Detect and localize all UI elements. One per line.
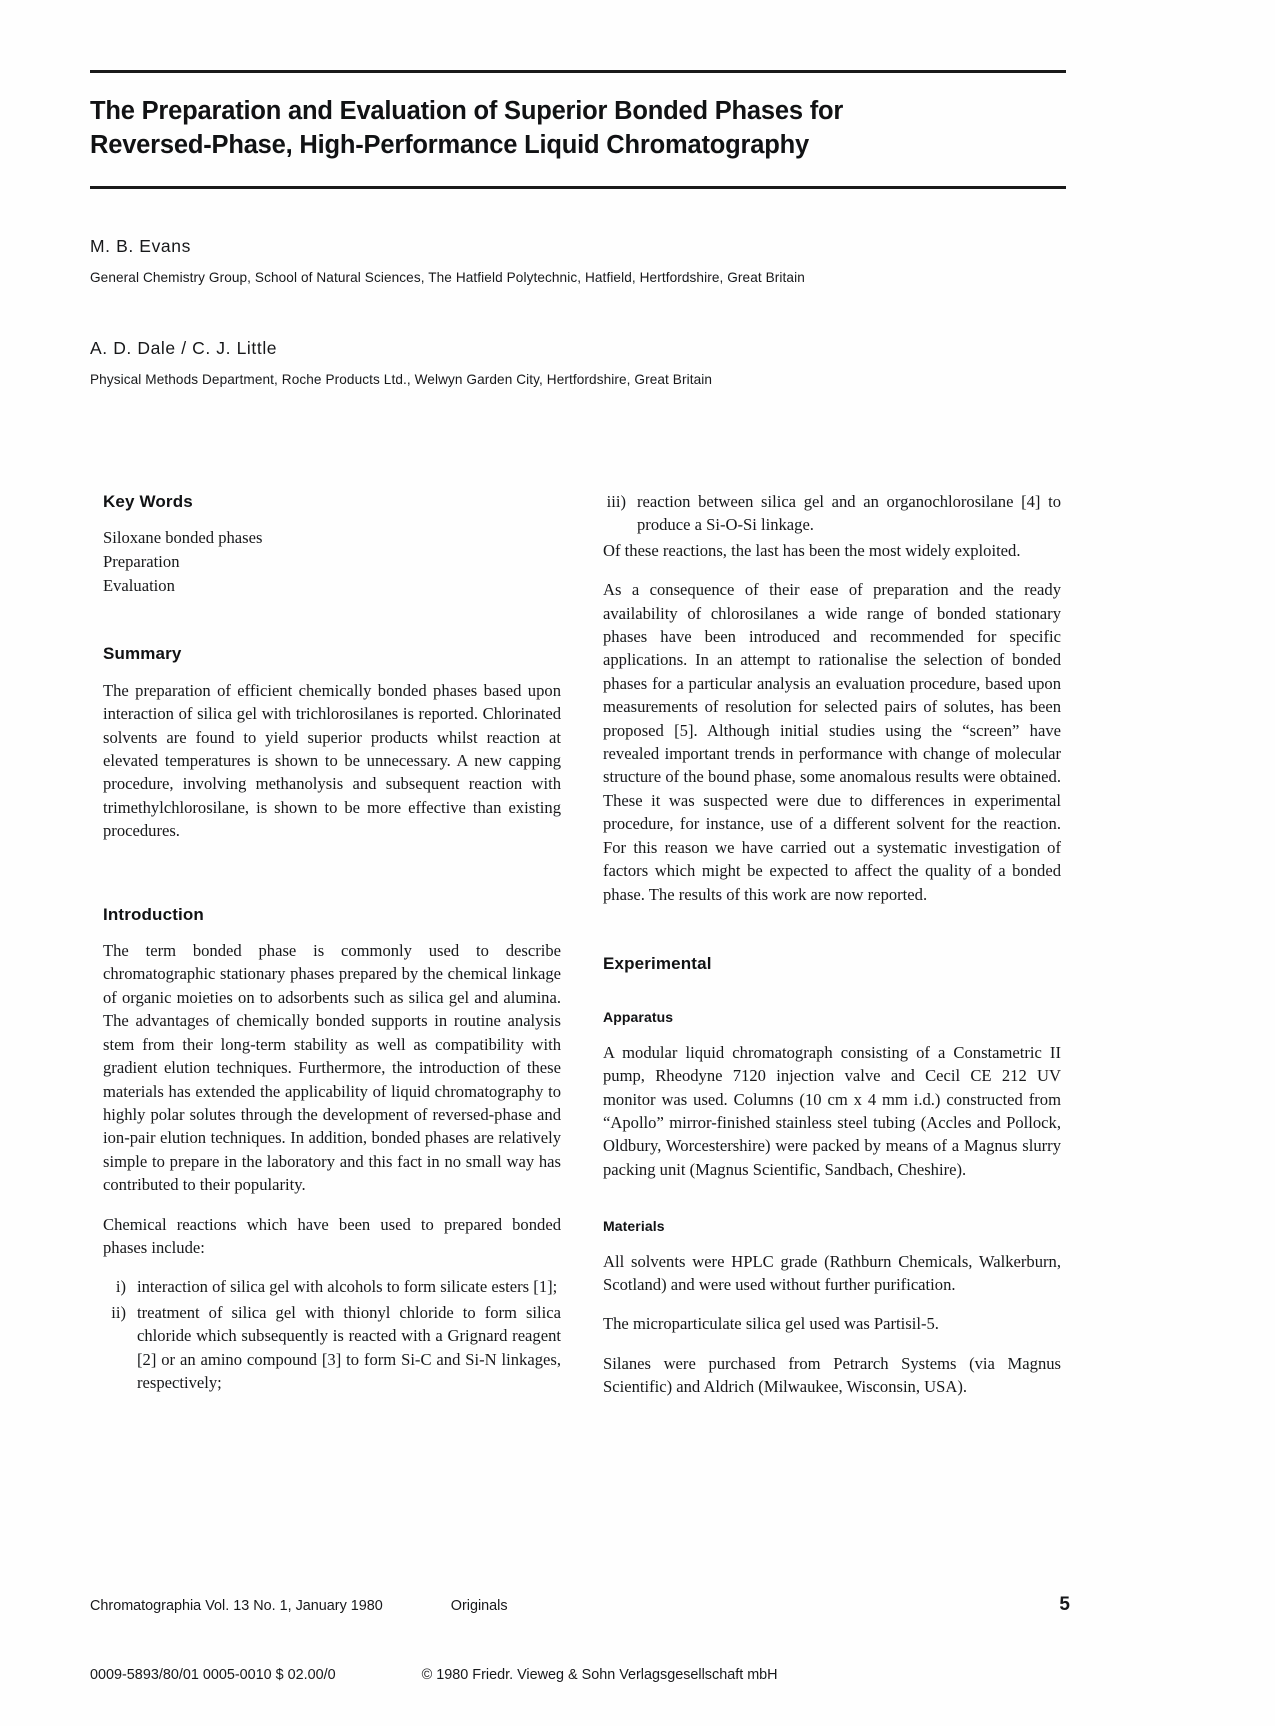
introduction-paragraph-1: The term bonded phase is commonly used to describe chromatographic stationary phases prepared by the chemical linkage of organic moieties on to adsorbents such as silica gel and alumina. The advantages of chemically bonded supports in routine analysis stem from their long-term stability as well as compatibility with gradient elution techniques. Furthermore, the introduction of these materials has extended the applicability of liquid chromatography to highly polar solutes through the development of reversed-phase and ion-pair elution techniques. In addition, bonded phases are relatively simple to prepare in the laboratory and this fact in no small way has contributed to their popularity. [103, 941, 561, 1195]
right-column [603, 490, 1061, 1399]
page-number: 5 [1059, 1594, 1070, 1615]
introduction-paragraph-2: Chemical reactions which have been used to prepared bonded phases include: [103, 1214, 561, 1257]
page-footer-secondary [90, 1667, 1070, 1683]
author-name-2: A. D. Dale / C. J. Little [90, 338, 278, 358]
keyword-item: Evaluation [103, 576, 175, 596]
spacer [103, 598, 561, 642]
spacer [603, 1197, 1061, 1215]
keyword-item: Siloxane bonded phases [103, 528, 263, 548]
author-name-1: M. B. Evans [90, 236, 191, 256]
apparatus-heading: Apparatus [603, 1009, 674, 1026]
list-item [103, 1275, 561, 1298]
reaction-list-right [603, 490, 1061, 537]
left-column [103, 490, 561, 1396]
title-line-1: The Preparation and Evaluation of Superior Bonded Phases for [90, 97, 844, 125]
footer-section-label: Originals [450, 1598, 508, 1614]
keywords-list [103, 526, 561, 598]
keywords-heading: Key Words [103, 492, 193, 511]
author-block-2 [90, 338, 1050, 387]
summary-heading: Summary [103, 644, 182, 664]
paragraph-consequence: As a consequence of their ease of preparation and the ready availability of chlorosilanes a wide range of bonded stationary phases have been introduced and recommended for specific applications. In an attempt to rationalise the selection of bonded phases for a particular analysis an evaluation procedure, based upon measurements of resolution for selected pairs of solutes, has been proposed [5]. Although initial studies using the “screen” have revealed important trends in performance with change of molecular structure of the bound phase, some anomalous results were obtained. These it was suspected were due to differences in experimental procedure, for instance, use of a different solvent for the reaction. For this reason we have carried out a systematic investigation of factors which might be expected to affect the quality of a bonded phase. The results of this work are now reported. [603, 580, 1061, 904]
header-rule-top [90, 70, 1066, 73]
reaction-list-left [103, 1275, 561, 1394]
materials-heading: Materials [603, 1218, 665, 1235]
list-item [603, 490, 1061, 537]
keyword-item: Preparation [103, 552, 180, 572]
title-line-2: Reversed-Phase, High-Performance Liquid Chromatography [90, 131, 809, 159]
materials-paragraph-3: Silanes were purchased from Petrarch Systems (via Magnus Scientific) and Aldrich (Milwaukee, Wisconsin, USA). [603, 1353, 1061, 1397]
list-item-marker: i) [115, 1277, 126, 1297]
spacer [603, 988, 1061, 1006]
list-item-text: interaction of silica gel with alcohols to form silicate esters [1]; [137, 1277, 558, 1297]
footer-journal-citation: Chromatographia Vol. 13 No. 1, January 1980 [90, 1598, 383, 1614]
page-title [90, 94, 990, 162]
materials-paragraph-2: The microparticulate silica gel used was Partisil-5. [603, 1314, 939, 1334]
summary-paragraph: The preparation of efficient chemically bonded phases based upon interaction of silica gel with trichlorosilanes is reported. Chlorinated solvents are found to yield superior products whilst reaction at elevated temperatures is shown to be unnecessary. A new capping procedure, involving methanolysis and subsequent reaction with trimethylchlorosilane, is shown to be more effective than existing procedures. [103, 680, 561, 841]
author-block-1 [90, 236, 1050, 285]
spacer [103, 859, 561, 903]
footer-issn-code: 0009-5893/80/01 0005-0010 $ 02.00/0 [90, 1667, 336, 1683]
author-affiliation-1: General Chemistry Group, School of Natural Sciences, The Hatfield Polytechnic, Hatfield, Hertfordshire, Great Britain [90, 270, 805, 285]
footer-row-primary [90, 1594, 1070, 1616]
list-item [103, 1301, 561, 1395]
footer-copyright: © 1980 Friedr. Vieweg & Sohn Verlagsgesellschaft mbH [421, 1667, 778, 1683]
header-rule-bottom [90, 186, 1066, 189]
spacer [603, 922, 1061, 952]
list-item-marker: iii) [606, 492, 626, 511]
list-item-text: treatment of silica gel with thionyl chloride to form silica chloride which subsequently is reacted with a Grignard reagent [2] or an amino compound [3] to form Si-C and Si-N linkages, respectively; [137, 1302, 561, 1392]
list-item-text: reaction between silica gel and an organochlorosilane [4] to produce a Si-O-Si linkage. [637, 492, 1061, 535]
list-item-marker: ii) [111, 1302, 126, 1322]
materials-paragraph-1: All solvents were HPLC grade (Rathburn Chemicals, Walkerburn, Scotland) and were used without further purification. [603, 1251, 1061, 1294]
apparatus-paragraph: A modular liquid chromatograph consisting of a Constametric II pump, Rheodyne 7120 injection valve and Cecil CE 212 UV monitor was used. Columns (10 cm x 4 mm i.d.) constructed from “Apollo” mirror-finished stainless steel tubing (Accles and Pollock, Oldbury, Worcestershire) were packed by means of a Magnus slurry packing unit (Magnus Scientific, Sandbach, Cheshire). [603, 1042, 1061, 1179]
author-affiliation-2: Physical Methods Department, Roche Products Ltd., Welwyn Garden City, Hertfordshire, Great Britain [90, 372, 713, 387]
introduction-heading: Introduction [103, 904, 204, 924]
paragraph-of-these-reactions: Of these reactions, the last has been the most widely exploited. [603, 540, 1021, 560]
page-footer [90, 1594, 1070, 1616]
experimental-heading: Experimental [603, 953, 712, 973]
